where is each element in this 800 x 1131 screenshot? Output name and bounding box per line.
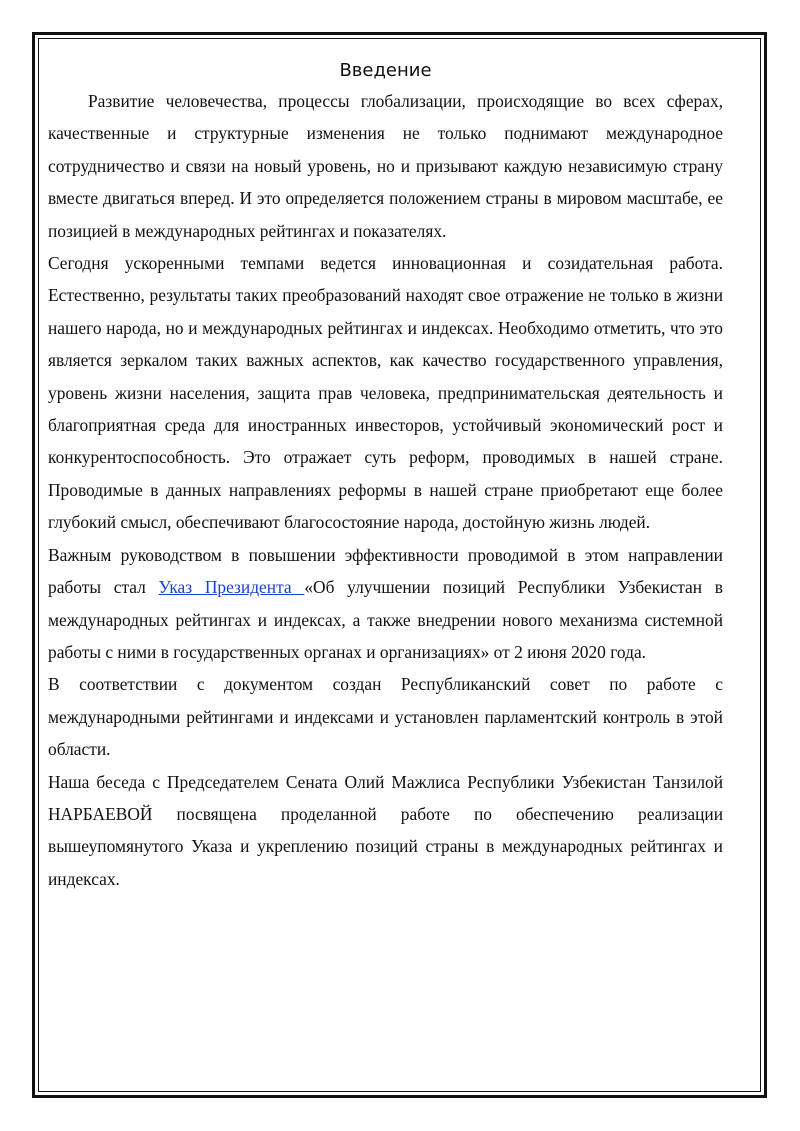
paragraph-interview: Наша беседа с Председателем Сената Олий Мажлиса Республики Узбекистан Танзилой НАРБАЕВОЙ посвящена проделанной работе по обеспечению реализации вышеупомянутого Указа и укреплению позиций страны в международных рейтингах и индексах. <box>48 771 723 889</box>
paragraph-innovation: Сегодня ускоренными темпами ведется инновационная и созидательная работа. Естественно, результаты таких преобразований находят свое отражение не только в жизни нашего народа, но и международных рейтингах и индексах. Необходимо отметить, что это является зеркалом таких важных аспектов, как качество государственного управления, уровень жизни населения, защита прав человека, предпринимательская деятельность и благоприятная среда для иностранных инвесторов, устойчивый экономический рост и конкурентоспособность. Это отражает суть реформ, проводимых в нашей стране. Проводимые в данных направлениях реформы в нашей стране приобретают еще более глубокий смысл, обеспечивают благосостояние народа, достойную жизнь людей. <box>48 253 723 533</box>
paragraph-decree-after: «Об улучшении позиций Республики Узбекистан в международных рейтингах и индексах, а также внедрении нового механизма системной работы с ними в государственных органах и организациях» от 2 июня 2020 года. <box>48 577 723 662</box>
document-body <box>48 55 723 895</box>
paragraph-decree <box>48 539 723 669</box>
paragraph-intro: Развитие человечества, процессы глобализации, происходящие во всех сферах, качественные и структурные изменения не только поднимают международное сотрудничество и связи на новый уровень, но и призывают каждую независимую страну вместе двигаться вперед. И это определяется положением страны в мировом масштабе, ее позицией в международных рейтингах и показателях. <box>48 91 723 241</box>
page-title: Введение <box>339 60 432 81</box>
paragraph-decree-before: Важным руководством в повышении эффективности проводимой в этом направлении работы стал <box>48 544 723 598</box>
decree-link[interactable]: Указ Президента <box>158 577 305 598</box>
paragraph-council: В соответствии с документом создан Республиканский совет по работе с международными рейтингами и индексами и установлен парламентский контроль в этой области. <box>48 674 723 760</box>
